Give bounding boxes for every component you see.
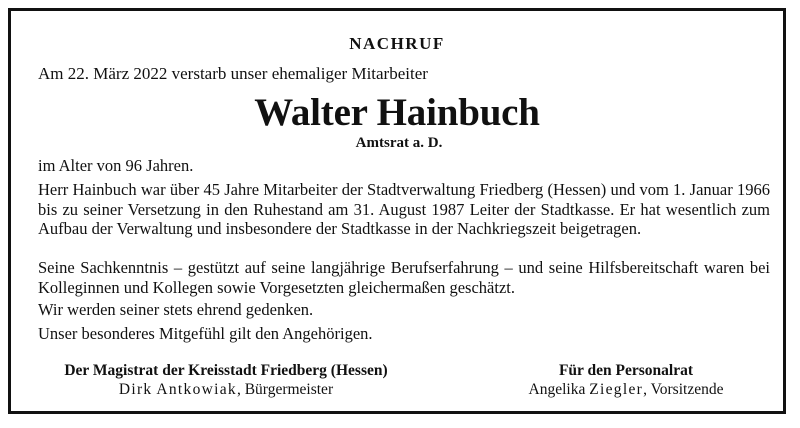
signatory-role: , Vorsitzende [643,381,724,398]
signature-organization: Der Magistrat der Kreisstadt Friedberg (Hessen) [64,362,388,379]
signatory-line [31,380,421,399]
obituary-notice [8,8,786,414]
signatory-role: , Bürgermeister [236,381,334,398]
appreciation-paragraph: Seine Sachkenntnis – gestützt auf seine langjährige Berufserfahrung – und seine Hilfsbereitschaft waren bei Kolleginnen und Kollegen sowie Vorgesetzten gleichermaßen geschätzt. [38,258,770,297]
signature-magistrate [31,361,421,399]
signature-organization: Für den Personalrat [558,362,694,379]
intro-line: Am 22. März 2022 verstarb unser ehemaliger Mitarbeiter [38,64,428,83]
signatory-last-name: Ziegler [589,381,644,398]
remembrance-line: Wir werden seiner stets ehrend gedenken. [38,300,314,319]
signatory-last-name: Antkowiak [156,381,237,398]
condolence-line: Unser besonderes Mitgefühl gilt den Angehörigen. [38,324,373,343]
signature-staff-council [481,361,771,399]
signatory-line [481,380,771,399]
deceased-name: Walter Hainbuch [254,91,540,134]
signatory-first-name: Dirk [118,381,153,398]
career-paragraph: Herr Hainbuch war über 45 Jahre Mitarbeiter der Stadtverwaltung Friedberg (Hessen) und vom 1. Januar 1966 bis zu seiner Versetzung in den Ruhestand am 31. August 1987 Leiter der Stadtkasse. Er hat wesentlich zum Aufbau der Verwaltung und insbesondere der Stadtkasse in der Nachkriegszeit beigetragen. [38,180,770,238]
notice-heading: NACHRUF [349,34,445,53]
age-line: im Alter von 96 Jahren. [38,156,194,175]
deceased-title: Amtsrat a. D. [355,135,443,151]
signatory-first-name: Angelika [528,381,586,398]
